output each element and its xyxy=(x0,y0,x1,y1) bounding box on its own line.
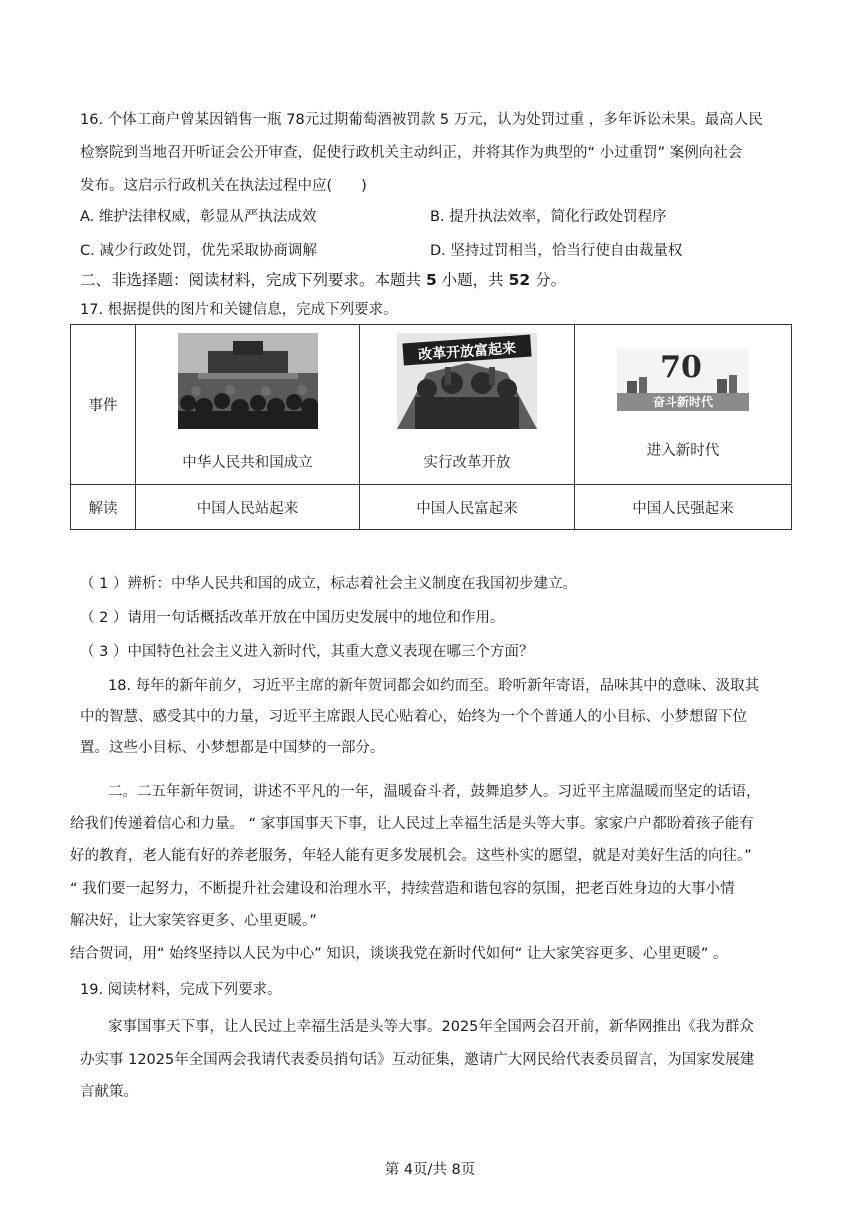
row-header-readings: 解读 xyxy=(71,485,136,530)
event-reform-label: 实行改革开放 xyxy=(423,455,511,471)
reading-grow-strong: 中国人民强起来 xyxy=(575,485,792,530)
new-era-image-text: 奋斗新时代 xyxy=(652,395,714,409)
q19-p-line3: 言献策。 xyxy=(80,1084,138,1100)
q18-p1-line2: 中的智慧、感受其中的力量，习近平主席跟人民心贴着心，始终为一个个普通人的小目标、小梦想留下位 xyxy=(80,709,747,725)
q16-line2: 检察院到当地召开听证会公开审查，促使行政机关主动纠正，并将其作为典型的“ 小过重罚” 案例向社会 xyxy=(80,145,743,161)
q16-option-b: B. 提升执法效率，简化行政处罚程序 xyxy=(430,209,667,225)
reform-poster-text: 改革开放富起来 xyxy=(417,340,517,364)
q16-option-c: C. 减少行政处罚，优先采取协商调解 xyxy=(80,243,317,259)
q17-sub3: （ 3 ）中国特色社会主义进入新时代，其重大意义表现在哪三个方面？ xyxy=(80,644,534,660)
reading-stand-up: 中国人民站起来 xyxy=(136,485,360,530)
q18-p2-line5: 解决好，让大家笑容更多、心里更暖。” xyxy=(70,913,317,929)
q18-p2-line1: 二。二五年新年贺词，讲述不平凡的一年，温暖奋斗者，鼓舞追梦人。习近平主席温暖而坚定的话语， xyxy=(108,784,761,800)
q18-p1-line1: 18. 每年的新年前夕，习近平主席的新年贺词都会如约而至。聆听新年寄语，品味其中的意味、汲取其 xyxy=(108,678,760,694)
q17-sub1: （ 1 ）辨析：中华人民共和国的成立，标志着社会主义制度在我国初步建立。 xyxy=(80,576,577,592)
event-cell-founding xyxy=(136,325,360,485)
q19-p-line2: 办实事 12025年全国两会我请代表委员捎句话》互动征集，邀请广大网民给代表委员留言，为国家发展建 xyxy=(80,1052,755,1068)
q19-intro: 19. 阅读材料，完成下列要求。 xyxy=(80,982,282,998)
q16-option-a: A. 维护法律权威，彰显从严执法成效 xyxy=(80,209,317,225)
q18-p2-line4: “ 我们要一起努力，不断提升社会建设和治理水平，持续营造和谐包容的氛围，把老百姓身边的大事小情 xyxy=(70,881,735,897)
svg-text:70: 70 xyxy=(660,350,702,385)
reform-poster-image xyxy=(397,333,537,429)
event-cell-reform xyxy=(360,325,575,485)
q18-p2-line2: 给我们传递着信心和力量。 “ 家事国事天下事，让人民过上幸福生活是头等大事。家家户户都盼着孩子能有 xyxy=(70,816,754,832)
event-founding-label: 中华人民共和国成立 xyxy=(182,455,313,471)
q16-line3: 发布。这启示行政机关在执法过程中应( ) xyxy=(80,178,367,194)
section2-heading: 二、非选择题：阅读材料，完成下列要求。本题共 5 小题，共 52 分。 xyxy=(80,271,567,289)
event-cell-new-era xyxy=(575,325,792,485)
event-new-era-label: 进入新时代 xyxy=(646,443,720,459)
reading-get-rich: 中国人民富起来 xyxy=(360,485,575,530)
new-era-image xyxy=(617,349,749,411)
row-header-events: 事件 xyxy=(71,325,136,485)
q18-task: 结合贺词，用“ 始终坚持以人民为中心” 知识，谈谈我党在新时代如何“ 让大家笑容更多、心里更暖” 。 xyxy=(70,946,728,962)
events-table xyxy=(70,324,792,530)
page-number-footer: 第 4页/共 8页 xyxy=(384,1162,476,1178)
q16-option-d: D. 坚持过罚相当，恰当行使自由裁量权 xyxy=(430,243,683,259)
founding-ceremony-image xyxy=(178,333,318,429)
q18-p2-line3: 好的教育，老人能有好的养老服务，年轻人能有更多发展机会。这些朴实的愿望，就是对美好生活的向往。” xyxy=(70,848,752,864)
q19-p-line1: 家事国事天下事，让人民过上幸福生活是头等大事。2025年全国两会召开前，新华网推出《我为群众 xyxy=(108,1019,754,1035)
q17-sub2: （ 2 ）请用一句话概括改革开放在中国历史发展中的地位和作用。 xyxy=(80,610,505,626)
q16-line1: 16. 个体工商户曾某因销售一瓶 78元过期葡萄酒被罚款 5 万元，认为处罚过重 ，多年诉讼未果。最高人民 xyxy=(80,112,763,128)
q17-intro: 17. 根据提供的图片和关键信息，完成下列要求。 xyxy=(80,302,398,318)
q18-p1-line3: 置。这些小目标、小梦想都是中国梦的一部分。 xyxy=(80,740,385,756)
